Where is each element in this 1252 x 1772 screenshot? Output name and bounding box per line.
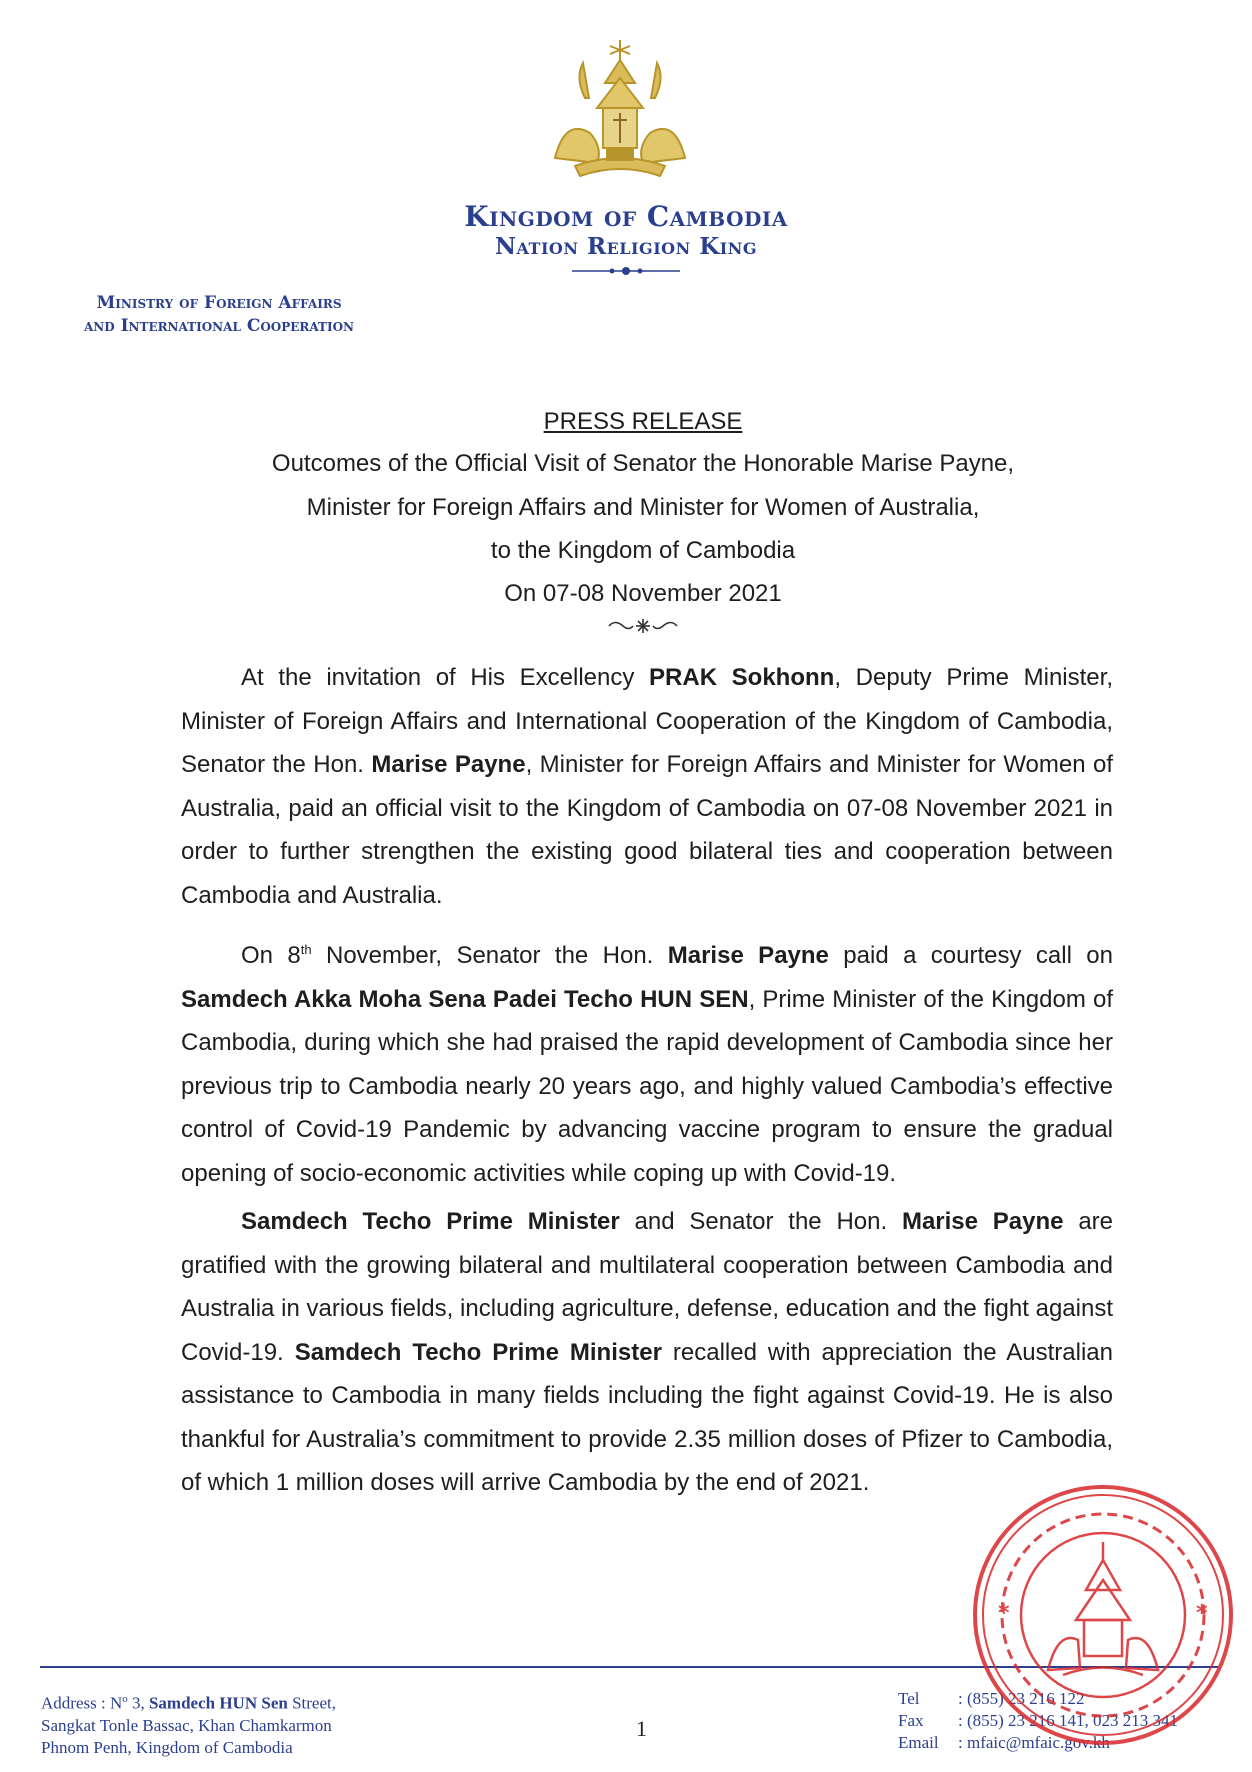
paragraph-1: At the invitation of His Excellency PRAK Sokhonn, Deputy Prime Minister, Minister of Foreign Affairs and International Cooperation of the Kingdom of Cambodia, Senator the Hon. Marise Payne, Minister for Foreign Affairs and Minister for Women of Australia, paid an official visit to the Kingdom of Cambodia on 07-08 November 2021 in order to further strengthen the existing good bilateral ties and cooperation between Cambodia and Australia. (181, 664, 1114, 909)
flourish-divider (605, 617, 681, 635)
ministry-seal-stamp (968, 1480, 1238, 1750)
footer-contact: Tel : (855) 23 216 122 Fax : (855) 23 216 141, 023 213 341 Email : mfaic@mfaic.gov.kh (898, 1689, 1179, 1752)
name-marise-payne: Marise Payne (667, 942, 829, 969)
name-hun-sen: Samdech Akka Moha Sena Padei Techo HUN SEN (181, 985, 749, 1013)
name-marise-payne: Marise Payne (371, 751, 526, 778)
subtitle-line-3: to the Kingdom of Cambodia (490, 537, 796, 564)
press-release-title: PRESS RELEASE (543, 408, 743, 435)
subtitle-line-2: Minister for Foreign Affairs and Minister for Women of Australia, (306, 494, 980, 521)
name-techo-pm: Samdech Techo Prime Minister (241, 1208, 620, 1235)
name-marise-payne: Marise Payne (901, 1208, 1064, 1235)
name-techo-pm: Samdech Techo Prime Minister (294, 1338, 662, 1366)
footer-address: Address : $N^o$ 3, Samdech HUN Sen Street, Sangkat Tonle Bassac, Khan Chamkarmon Phnom Penh, Kingdom of Cambodia (41, 1693, 336, 1757)
svg-text:*: * (1196, 1601, 1208, 1626)
paragraph-2: On 8th November, Senator the Hon. Marise Payne paid a courtesy call on Samdech Akka Moha Sena Padei Techo HUN SEN, Prime Minister of the Kingdom of Cambodia, during which she had praised the rapid development of Cambodia since her previous trip to Cambodia nearly 20 years ago, and highly valued Cambodia’s effective control of Covid-19 Pandemic by advancing vaccine program to ensure the gradual opening of socio-economic activities while coping up with Covid-19. (181, 942, 1114, 1187)
ornament-divider (572, 265, 680, 277)
subtitle-line-1: Outcomes of the Official Visit of Senator the Honorable Marise Payne, (271, 450, 1015, 477)
kingdom-heading: Kingdom of Cambodia (464, 200, 788, 233)
svg-text:*: * (998, 1601, 1010, 1626)
page-number: 1 (636, 1716, 647, 1741)
ministry-line-1: Ministry of Foreign Affairs (96, 293, 342, 313)
subtitle-date: On 07-08 November 2021 (504, 580, 782, 607)
paragraph-3: Samdech Techo Prime Minister and Senator the Hon. Marise Payne are gratified with the growing bilateral and multilateral cooperation between Cambodia and Australia in various fields, including agriculture, defense, education and the fight against Covid-19. Samdech Techo Prime Minister recalled with appreciation the Australian assistance to Cambodia in many fields including the fight against Covid-19. He is also thankful for Australia’s commitment to provide 2.35 million doses of Pfizer to Cambodia, of which 1 million doses will arrive Cambodia by the end of 2021. (181, 1208, 1114, 1496)
royal-emblem (545, 38, 695, 183)
ministry-line-2: and International Cooperation (83, 316, 355, 336)
motto-heading: Nation Religion King (494, 233, 758, 260)
name-prak-sokhonn: PRAK Sokhonn (649, 664, 835, 691)
